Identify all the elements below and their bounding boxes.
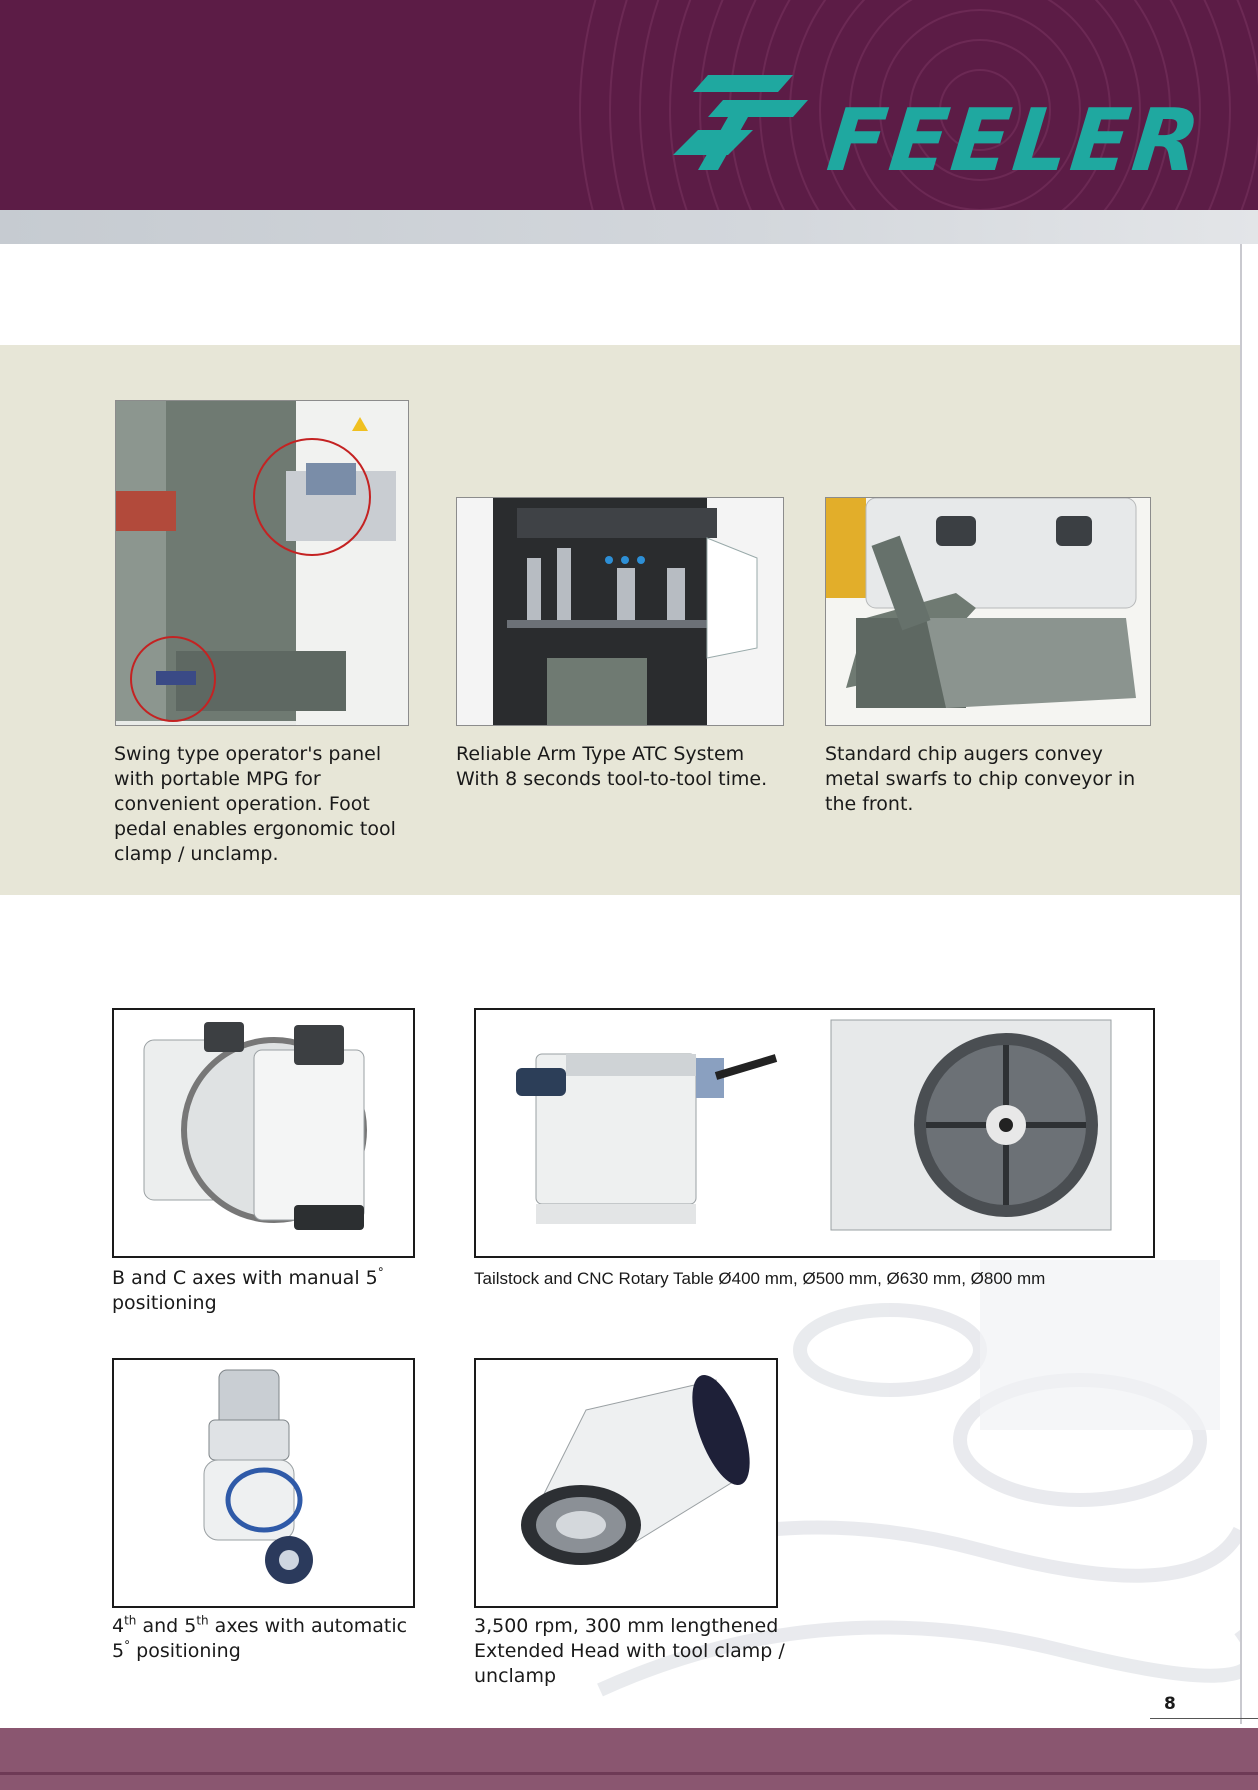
extended-head-photo: [474, 1358, 778, 1608]
page-number: 8: [1164, 1694, 1176, 1714]
extended-head-caption: 3,500 rpm, 300 mm lengthened Extended Head with tool clamp / unclamp: [474, 1615, 785, 1687]
atc-arm-photo: [456, 497, 784, 726]
chip-auger-photo: [825, 497, 1151, 726]
page-number-rule: [1150, 1718, 1258, 1719]
atc-arm-caption: Reliable Arm Type ATC System With 8 seconds tool-to-tool time.: [456, 743, 768, 790]
brand-name: FEELER: [822, 91, 1208, 191]
footer-line: [0, 1772, 1258, 1775]
right-margin-rule: [1240, 244, 1242, 1724]
swing-panel-caption: Swing type operator's panel with portable MPG for convenient operation. Foot pedal enables ergonomic tool clamp / unclamp.: [114, 743, 396, 865]
axes-45-caption: 4th and 5th axes with automatic 5° positioning: [112, 1613, 408, 1662]
footer-band: [0, 1728, 1258, 1790]
swing-panel-photo: [115, 400, 409, 726]
bc-axes-photo: [112, 1008, 415, 1258]
bc-axes-caption: B and C axes with manual 5° positioning: [112, 1265, 384, 1314]
header-banner: [0, 0, 1258, 210]
tailstock-rotary-caption: Tailstock and CNC Rotary Table Ø400 mm, Ø500 mm, Ø630 mm, Ø800 mm: [474, 1269, 1046, 1288]
tailstock-rotary-photo: [474, 1008, 1155, 1258]
axes-45-photo: [112, 1358, 415, 1608]
feeler-logo-mark-icon: [668, 70, 818, 180]
chip-auger-caption: Standard chip augers convey metal swarfs to chip conveyor in the front.: [825, 743, 1136, 815]
header-grey-band: [0, 210, 1258, 244]
